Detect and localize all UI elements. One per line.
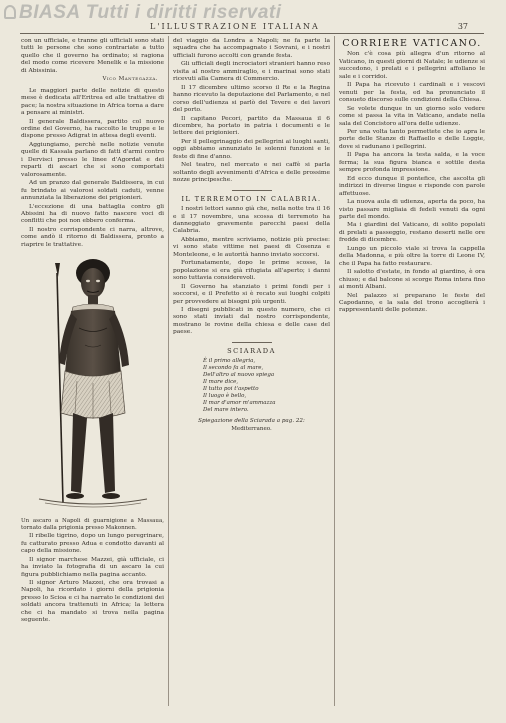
solution-label: Spiegazione della Sciarada a pag. 22: (198, 418, 305, 425)
col1-paragraph: Ad un pranzo dal generale Baldissera, in cui fu brindato ai valorosi soldati caduti, venne annunziata la liberazione dei prigionieri. (21, 180, 164, 202)
section-title-terremoto: IL TERREMOTO IN CALABRIA. (181, 194, 322, 203)
column-divider-1 (168, 36, 169, 706)
section-divider (232, 190, 272, 191)
col1-paragraph: L'eccezione di una battaglia contro gli Abissini ha di nuovo fatto nascere voci di conflitti che poi non ebbero conferma. (21, 203, 164, 225)
col3-paragraph: Il salotto d'estate, in fondo al giardino, è ora chiuso; e dal balcone si scorge Roma intera fino ai monti Albani. (339, 269, 485, 291)
col3-paragraph: Il Papa ha ricevuto i cardinali e i vescovi venuti per la festa, ed ha pronunciato il consueto discorso sulle condizioni della Chiesa. (339, 82, 485, 104)
col1-paragraph: Il signor Arturo Mazzei, che ora trovasi a Napoli, ha ricordato i giorni della prigionia presso lo Scioa e ci ha narrato le condizioni dei soldati ancora trattenuti in Africa; la lettera che ci ha mandato si trova nella pagina seguente. (21, 579, 164, 624)
riddle-line: È il primo allegria, (203, 358, 256, 365)
watermark-text: BIASA Tutti i diritti riservati (19, 2, 282, 23)
section-divider (232, 342, 272, 343)
col2-paragraph: Il Governo ha stanziato i primi fondi per i soccorsi, e il Prefetto si è recato sui luoghi colpiti per provvedere ai bisogni più urgenti. (173, 283, 330, 305)
column-left (21, 38, 164, 703)
col2-paragraph: Per il pellegrinaggio dei pellegrini ai luoghi santi, oggi abbiamo annunziato le solenni funzioni e le feste di fine d'anno. (173, 138, 330, 160)
ascaro-portrait-illustration (29, 253, 157, 515)
col2-intro: del viaggio da Londra a Napoli; ne fa parte la squadra che ha accompagnato i Sovrani, e i nostri ufficiali furono accolti con grande festa. (173, 38, 330, 59)
col1-paragraph: Il ribelle tigrino, dopo un lungo peregrinare, fu catturato presso Adua e condotto davanti al capo della missione. (21, 533, 164, 555)
col3-paragraph: Nel palazzo si preparano le feste del Capodanno, e la sala del trono accoglierà i rappresentanti delle potenze. (339, 292, 485, 314)
col1-paragraph: Il generale Baldissera, partito col nuovo ordine del Governo, ha raccolto le truppe e le dispone presso Adigrat in attesa degli eventi. (21, 118, 164, 140)
riddle-line: Il mare dice, (203, 379, 239, 386)
header-rule (20, 33, 484, 34)
biasa-logo-icon (4, 5, 16, 19)
col1-paragraph: Il nostro corrispondente ci narra, altrove, come andò il ritorno di Baldissera, pronto a riaprire le trattative. (21, 226, 164, 248)
col3-paragraph: La nuova aula di udienza, aperta da poco, ha visto passare migliaia di fedeli venuti da ogni parte del mondo. (339, 199, 485, 220)
riddle-line: Dell'altro al nuovo spiega (203, 372, 275, 379)
riddle-line: Il tutto poi t'aspetto (203, 386, 259, 393)
col3-paragraph: Ed ecco dunque il pontefice, che ascolta gli indirizzi in diverse lingue e risponde con parole affettuose. (339, 175, 485, 197)
col2-paragraph: Abbiamo, mentre scriviamo, notizie più precise: vi sono state vittime nei paesi di Cosenza e Monteleone, e le autorità hanno inviato soccorsi. (173, 236, 330, 258)
solution-value: Mediterraneo. (231, 425, 272, 432)
column-middle (173, 38, 330, 703)
col2-paragraph: I disegni pubblicati in questo numero, che ci sono stati inviati dal nostro corrispondente, mostrano le rovine della chiesa e delle case del paese. (173, 306, 330, 336)
col3-paragraph: Lungo un piccolo viale si trova la cappella della Madonna, e più oltre la torre di Leone IV, che il Papa ha fatto restaurare. (339, 245, 485, 267)
col1-paragraph: Aggiungiamo, perchè nelle notizie venute quelle di Kassala parlano di fatti d'armi contro i Dervisci presso le linee d'Agordat e dei reparti di ascari che si sono comportati valorosamente. (21, 141, 164, 178)
page-number: 37 (457, 22, 468, 31)
riddle-line: Il secondo fa al mare, (203, 365, 264, 372)
col2-paragraph: Gli ufficiali degli incrociatori stranieri hanno reso visita al nostro ammiraglio, e i marinai sono stati ricevuti alla Camera di Commercio. (173, 61, 330, 83)
riddle-line: Il luogo è bello, (203, 393, 247, 400)
column-divider-2 (334, 36, 335, 706)
riddle-line: Il mar d'amor m'ammazza (203, 400, 276, 407)
col1-paragraph: Il signor marchese Mazzei, già ufficiale, ci ha inviato la fotografia di un ascaro la cui figura pubblichiamo nella pagina accanto. (21, 556, 164, 578)
running-title: L'ILLUSTRAZIONE ITALIANA (150, 22, 320, 31)
col2-paragraph: Il capitano Pecori, partito da Massaua il 6 dicembre, ha portato in patria i documenti e le lettere dei prigionieri. (173, 115, 330, 137)
col3-paragraph: Il Papa ha ancora la testa salda, e la voce ferma; la sua figura bianca e sottile desta sempre profonda impressione. (339, 152, 485, 174)
col2-paragraph: I nostri lettori sanno già che, nella notte tra il 16 e il 17 novembre, una scossa di terremoto ha danneggiato gravemente parecchi paesi della Calabria. (173, 206, 330, 235)
author-signature: Vico Mantegazza. (102, 76, 158, 83)
riddle-verses (173, 358, 330, 414)
col2-paragraph: Fortunatamente, dopo le prime scosse, la popolazione si era già rifugiata all'aperto; i danni sono tuttavia considerevoli. (173, 260, 330, 282)
riddle-line: Del mare intero. (203, 407, 249, 414)
corriere-vaticano-title: CORRIERE VATICANO. (342, 38, 482, 49)
col1-paragraph: Le maggiori parte delle notizie di questo mese è dedicata all'Eritrea ed alle trattative di pace; la nostra situazione in Africa torna a dare a pensare ai ministri. (21, 87, 164, 117)
col3-paragraph: Ma i giardini del Vaticano, di solito popolati di prelati a passeggio, restano deserti nelle ore fredde di dicembre. (339, 222, 485, 244)
figure-caption: Un ascaro a Napoli di guarnigione a Massaua, tornato dalla prigionia presso Makonnen. (21, 518, 164, 532)
watermark (4, 2, 282, 24)
column-right (339, 38, 485, 703)
col1-intro: con un ufficiale, e tranne gli ufficiali sono stati tutti le persone che sono contrariate a tutto quello che il governo ha ordinato; si ragiona del modo come ricevere Menelik e la missione di Abissinia. (21, 38, 164, 74)
col3-paragraph: Per una volta tanto permettete che io apra le porte delle Stanze di Raffaello e delle Loggie, dove si radunano i pellegrini. (339, 128, 485, 150)
col2-paragraph: Nel teatro, nel mercato e nei caffè si parla soltanto degli avvenimenti d'Africa e delle prossime nozze principesche. (173, 162, 330, 184)
riddle-title: SCIARADA (227, 346, 276, 355)
col2-paragraph: Il 17 dicembre ultimo scorso il Re e la Regina hanno ricevuto la deputazione del Parlamento, e nel corso dell'udienza si parlò del Tevere e dei lavori del porto. (173, 84, 330, 114)
ascaro-figure-svg (29, 253, 157, 515)
col3-paragraph: Se volete dunque in un giorno solo vedere come si passa la vita in Vaticano, andate nella sala del Concistoro all'ora delle udienze. (339, 105, 485, 127)
col3-paragraph: Non c'è cosa più allegra d'un ritorno al Vaticano, in questi giorni di Natale; le udienze si succedono, i prelati e i pellegrini affollano le sale e i corridoi. (339, 51, 485, 80)
riddle-solution (173, 418, 330, 433)
